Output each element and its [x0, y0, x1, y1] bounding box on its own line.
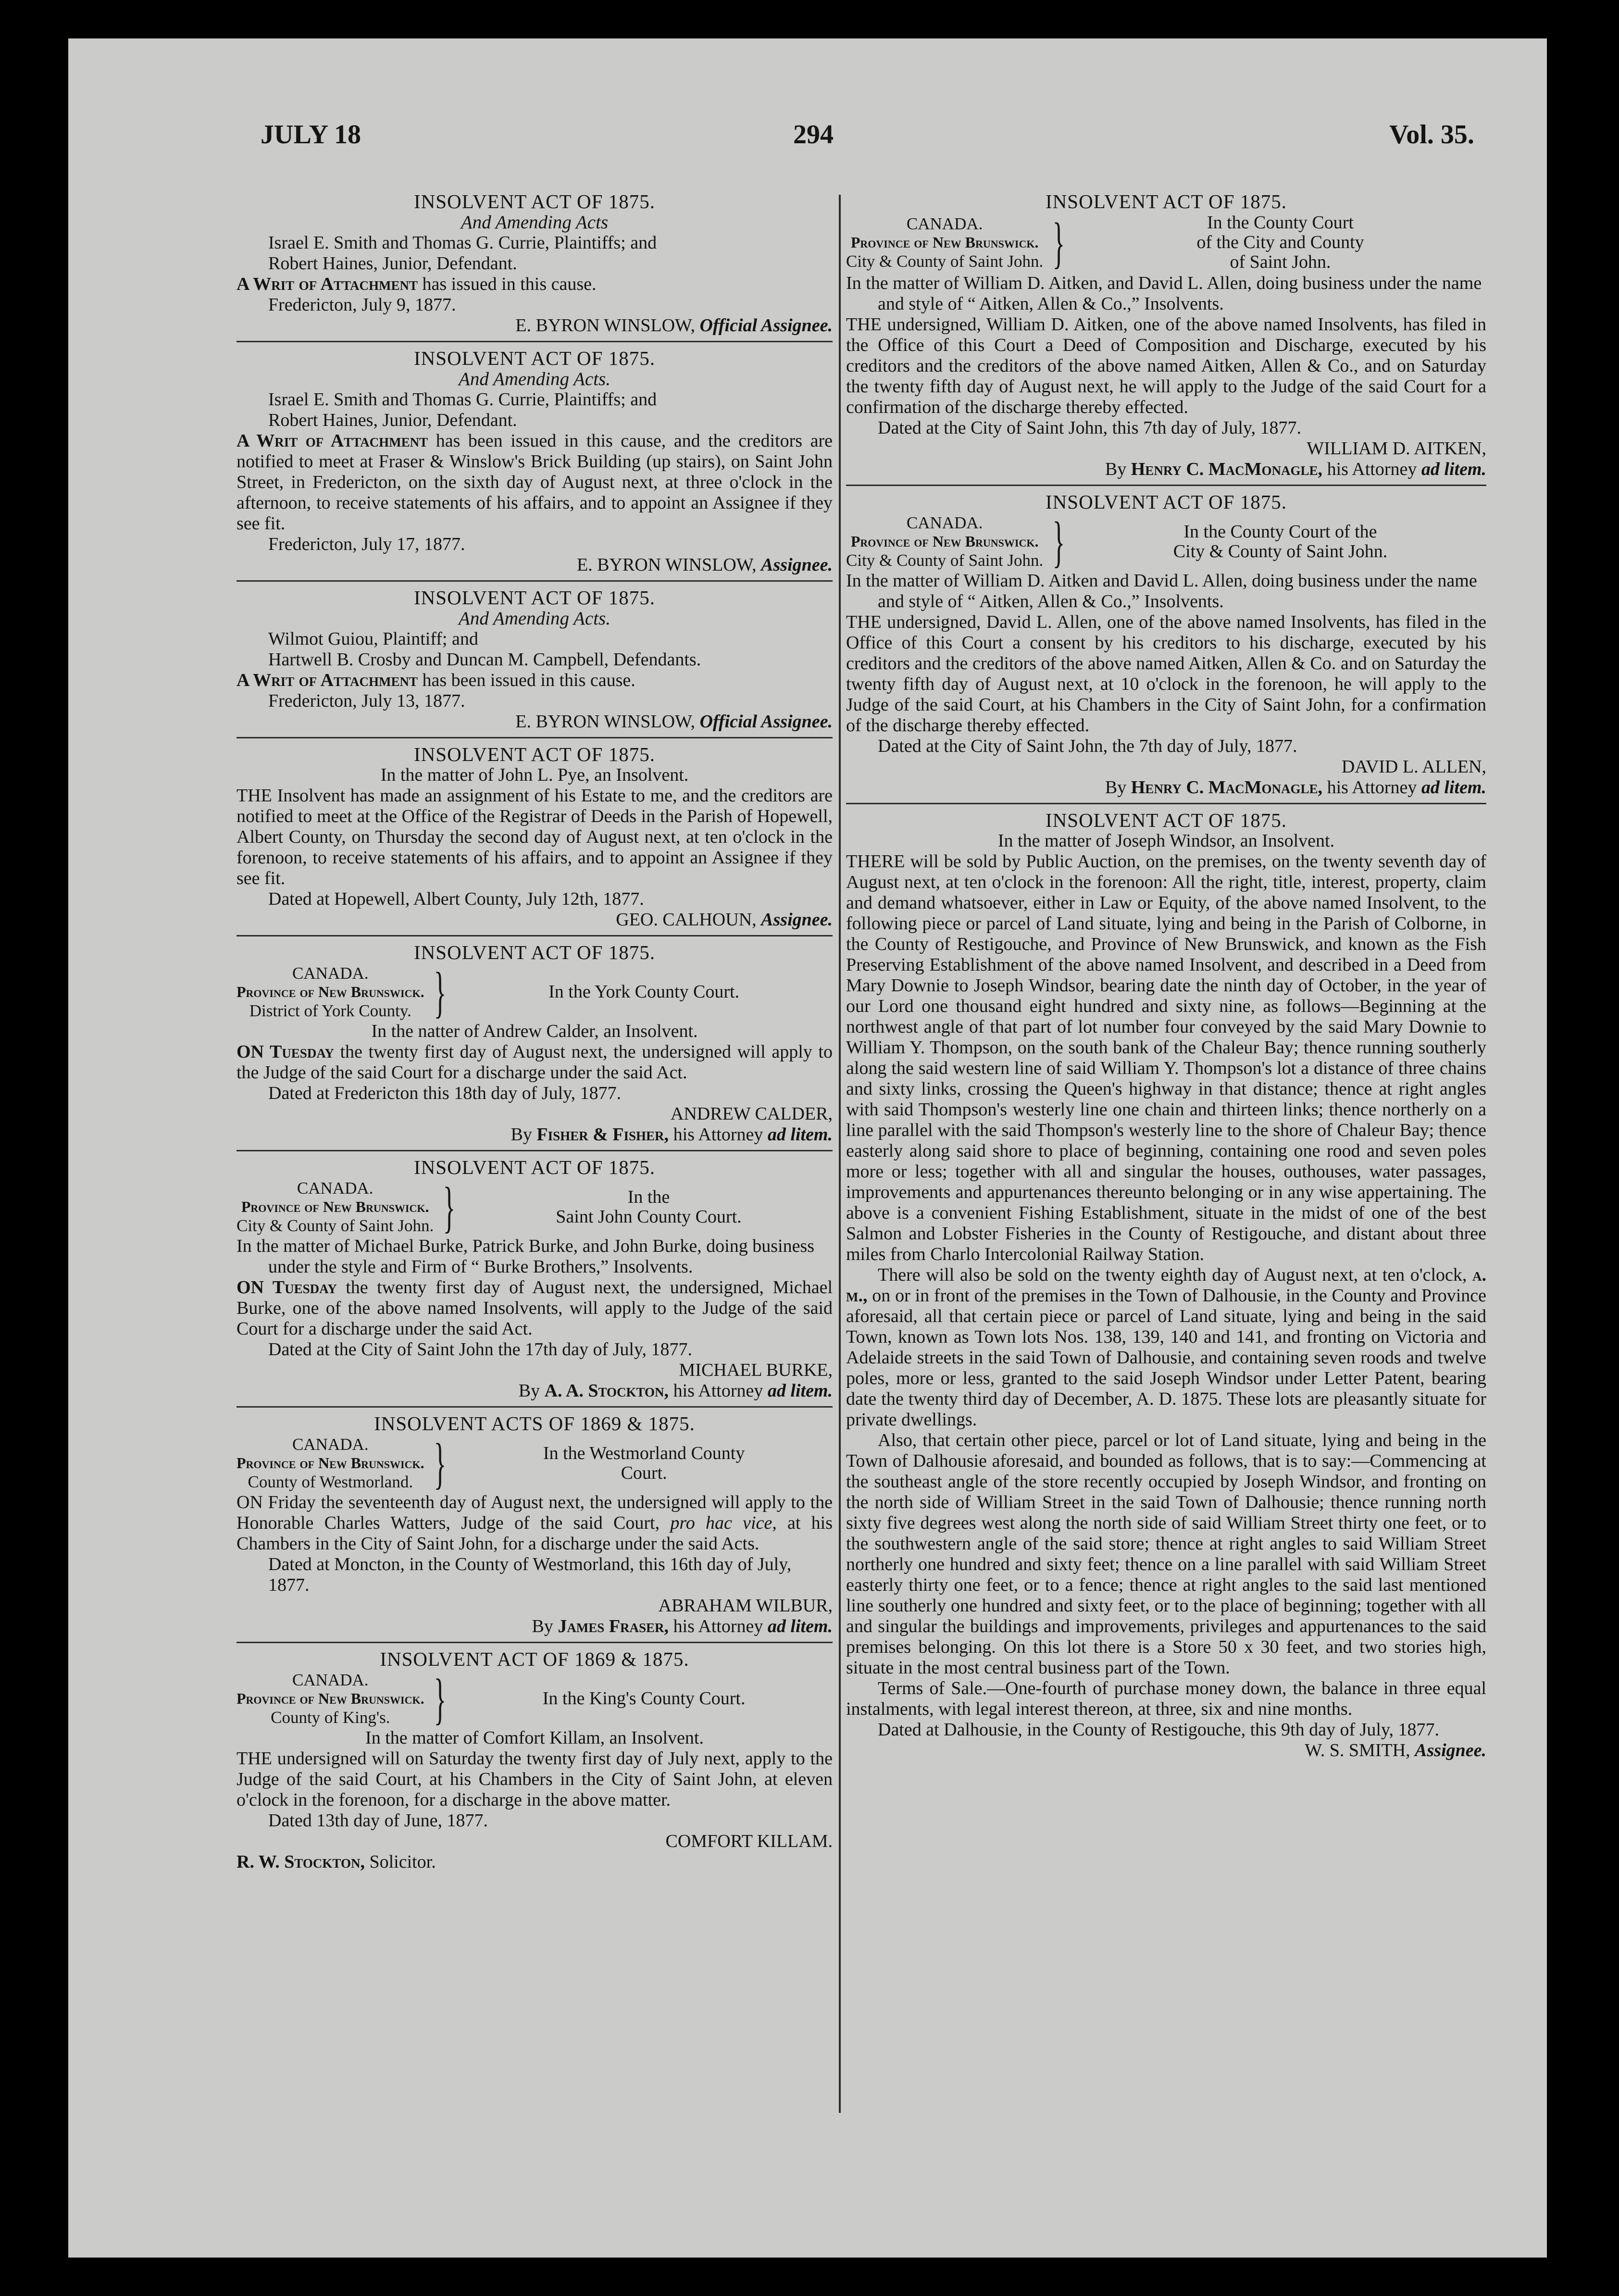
writ-text: has been issued in this cause. — [418, 670, 635, 690]
caption-province: Province of New Brunswick. — [850, 234, 1039, 251]
dateline: Dated 13th day of June, 1877. — [268, 1810, 488, 1831]
attorney-text: his Attorney — [669, 1616, 768, 1636]
caption-country: CANADA. — [292, 1435, 369, 1454]
matter-line: In the matter of Joseph Windsor, an Insolvent. — [997, 831, 1335, 851]
notice-windsor — [846, 810, 1486, 1761]
caption-jurisdiction — [846, 513, 1043, 570]
court-caption — [846, 213, 1486, 272]
attorney-text: his Attorney — [669, 1381, 768, 1401]
dateline: Dated at Dalhousie, in the County of Restigouche, this 9th day of July, 1877. — [878, 1720, 1439, 1740]
matter-line: In the natter of Andrew Calder, an Insolvent. — [371, 1021, 698, 1041]
attorney-latin: ad litem. — [1421, 777, 1486, 798]
notice-subtitle: And Amending Acts — [461, 212, 609, 233]
caption-province: Province of New Brunswick. — [850, 533, 1039, 550]
column-divider — [839, 195, 841, 2113]
notice-rule — [846, 485, 1486, 486]
attorney-lead: By — [511, 1124, 537, 1145]
notice-wilbur — [237, 1413, 833, 1643]
page-header — [68, 38, 1547, 163]
notice-rule — [237, 341, 833, 342]
notice-body: THE undersigned, David L. Allen, one of the above named Insolvents, has filed in the Office of this Court a consent by his creditors to his discharge, executed by his creditors and the creditors of the above named Aitken, Allen & Co. and on Saturday the twenty fifth day of August next, at 10 o'clock in the forenoon, he will apply to the Judge of the said Court, at his Chambers in the City of Saint John, for a confirmation of the discharge thereby effected. — [846, 612, 1486, 736]
matter-line: In the matter of William D. Aitken and David L. Allen, doing business under the name and style of “ Aitken, Allen & Co.,” Insolvents. — [846, 571, 1477, 611]
brace-icon: } — [443, 1175, 456, 1238]
notice-aitken — [846, 191, 1486, 486]
body-lead: ON Tuesday — [237, 1042, 334, 1062]
court-name — [455, 1444, 833, 1483]
court-caption — [237, 1175, 833, 1238]
notice-title: INSOLVENT ACT OF 1875. — [414, 586, 655, 609]
terms-of-sale: Terms of Sale.—One-fourth of purchase money down, the balance in three equal instalments, with legal interest thereon, at three, six and nine months. — [846, 1678, 1486, 1719]
latin-phrase: pro hac vice, — [670, 1513, 777, 1533]
attorney-name: Fisher & Fisher, — [536, 1124, 669, 1145]
notice-killam — [237, 1649, 833, 1872]
caption-district: City & County of Saint John. — [846, 551, 1044, 570]
court-name-line: In the — [627, 1186, 670, 1207]
notice-title: INSOLVENT ACT OF 1875. — [414, 743, 655, 765]
sale-paragraph: THERE will be sold by Public Auction, on the premises, on the twenty seventh day of August next, at ten o'clock in the forenoon: All the right, title, interest, property, claim and demand whatsoever, either in Law or Equity, of the above named Insolvent, to the following piece or parcel of Land situate, lying and being in the Parish of Colborne, in the County of Restigouche, and Province of New Brunswick, and known as the Fish Preserving Establishment of the above named Insolvent, and described in a Deed from Mary Downie to Joseph Windsor, bearing date the ninth day of October, in the year of our Lord one thousand eight hundred and sixty nine, as follows—Beginning at the northwest angle of that part of lot number four conveyed by the said Mary Downie to William Y. Thompson, on the south bank of the Chaleur Bay; thence running southerly along the said western line of said William Y. Thompson's lot a distance of three chains and sixty links, crossing the Queen's highway in that distance; thence at right angles with said Thompson's westerly line one chain and thirteen links; thence northerly on a line parallel with the said Thompson's westerly line to the shore of Chaleur Bay; thence easterly along said shore to place of beginning, containing one rood and seven poles more or less; together with all and singular the houses, outhouses, water passages, improvements and appurtenances thereunto belonging or in any wise appertaining. The above is a convenient Fishing Establishment, situate in the midst of one of the best Salmon and Lobster Fisheries in the County of Restigouche, and distant about three miles from Charlo Intercolonial Railway Station. — [846, 851, 1486, 1264]
caption-district: District of York County. — [249, 1001, 411, 1020]
caption-province: Province of New Brunswick. — [237, 983, 424, 1000]
notice-body: ON Friday the seventeenth day of August next, the undersigned will apply to the Honorable Charles Watters, Judge of the said Court, — [237, 1492, 833, 1533]
page-number: 294 — [793, 120, 834, 150]
court-caption — [237, 960, 833, 1023]
volume-number: Vol. 35. — [1389, 120, 1474, 150]
dateline: Dated at Fredericton this 18th day of July, 1877. — [268, 1083, 622, 1103]
dateline: Fredericton, July 17, 1877. — [268, 534, 465, 554]
brace-icon: } — [434, 1667, 446, 1730]
attorney-name: A. A. Stockton, — [544, 1381, 669, 1401]
party-line: Israel E. Smith and Thomas G. Currie, Plaintiffs; and — [268, 233, 657, 253]
notice-body: the twenty first day of August next, the undersigned, Michael Burke, one of the above named Insolvents, will apply to the Judge of the said Court for a discharge under the said Act. — [237, 1277, 833, 1339]
brace-icon: } — [434, 1431, 446, 1495]
party-line: Israel E. Smith and Thomas G. Currie, Plaintiffs; and — [268, 389, 657, 410]
attorney-name: Henry C. MacMonagle, — [1131, 777, 1323, 798]
body-lead: ON Tuesday — [237, 1277, 337, 1298]
court-name-line: of Saint John. — [1230, 252, 1331, 272]
writ-lead: A Writ of Attachment — [237, 274, 418, 294]
caption-jurisdiction — [846, 214, 1043, 271]
attorney-text: his Attorney — [1322, 777, 1421, 798]
court-caption — [846, 510, 1486, 573]
court-name: In the King's County Court. — [542, 1688, 746, 1709]
notice-title: INSOLVENT ACT OF 1875. — [1046, 191, 1287, 212]
notice-body: THE Insolvent has made an assignment of his Estate to me, and the creditors are notified to meet at the Office of the Registrar of Deeds in the Parish of Hopewell, Albert County, on Thursday the second day of August next, at ten o'clock in the forenoon, to receive statements of his affairs, and to appoint an Assignee if they see fit. — [237, 786, 833, 888]
attorney-lead: By — [1105, 777, 1131, 798]
signature: MICHAEL BURKE, — [679, 1360, 833, 1380]
matter-line: In the matter of Michael Burke, Patrick Burke, and John Burke, doing business under the style and Firm of “ Burke Brothers,” Insolvents. — [237, 1236, 815, 1277]
sale-paragraph: Also, that certain other piece, parcel or lot of Land situate, lying and being in the Town of Dalhousie aforesaid, and bounded as follows, that is to say:—Commencing at the southeast angle of the store recently occupied by Joseph Windsor, and fronting on the north side of William Street in the said Town of Dalhousie; thence running north sixty five degrees west along the north side of said William Street thirty one feet, or to the southwestern angle of the said store; thence at right angles to said William Street northerly one hundred and sixty feet; thence on a line parallel with said William Street easterly thirty one feet, or to a fence; thence at right angles to the said last mentioned line southerly one hundred and sixty feet, or to the place of beginning; together with all and singular the buildings and improvements, privileges and appurtenances to the said premises belonging. On this lot there is a Store 50 x 30 feet, and two stories high, situate in the most central business part of the Town. — [846, 1430, 1486, 1678]
court-name-line: Court. — [621, 1462, 667, 1483]
signature: ABRAHAM WILBUR, — [658, 1596, 833, 1616]
notice-title: INSOLVENT ACT OF 1875. — [414, 1156, 655, 1178]
caption-jurisdiction — [237, 1435, 424, 1491]
attorney-latin: ad litem. — [767, 1124, 833, 1145]
notice-title: INSOLVENT ACT OF 1875. — [1046, 491, 1287, 513]
attorney-name: Henry C. MacMonagle, — [1131, 459, 1323, 479]
court-name: In the York County Court. — [548, 982, 740, 1002]
notice-rule — [237, 1150, 833, 1151]
signature: DAVID L. ALLEN, — [1341, 757, 1486, 777]
caption-province: Province of New Brunswick. — [237, 1690, 424, 1707]
court-name — [1074, 213, 1486, 272]
attorney-text: his Attorney — [1322, 459, 1421, 479]
signature: GEO. CALHOUN, — [616, 910, 757, 930]
signature: E. BYRON WINSLOW, — [515, 711, 695, 732]
header-date: JULY 18 — [261, 120, 361, 150]
notice-rule — [237, 935, 833, 936]
attorney-lead: By — [1105, 459, 1131, 479]
signature: E. BYRON WINSLOW, — [515, 315, 695, 336]
court-name — [1074, 522, 1486, 562]
caption-jurisdiction — [237, 964, 424, 1020]
notice-allen — [846, 492, 1486, 804]
signature-role: Official Assignee. — [699, 315, 833, 336]
party-line: Robert Haines, Junior, Defendant. — [268, 253, 517, 274]
caption-country: CANADA. — [297, 1179, 374, 1198]
writ-lead: A Writ of Attachment — [237, 431, 428, 451]
attorney-latin: ad litem. — [767, 1616, 833, 1636]
right-column — [846, 191, 1486, 2238]
party-line: Wilmot Guiou, Plaintiff; and — [268, 629, 478, 649]
caption-district: City & County of Saint John. — [846, 252, 1044, 271]
notice-title: INSOLVENT ACT OF 1875. — [414, 941, 655, 963]
party-line: Hartwell B. Crosby and Duncan M. Campbell, Defendants. — [268, 649, 701, 670]
caption-country: CANADA. — [906, 214, 983, 233]
notice-rule — [237, 737, 833, 738]
dateline: Dated at Hopewell, Albert County, July 12th, 1877. — [268, 889, 644, 909]
newspaper-page — [68, 38, 1547, 2258]
signature: WILLIAM D. AITKEN, — [1307, 438, 1486, 459]
solicitor-role: Solicitor. — [364, 1852, 436, 1872]
notice-subtitle: And Amending Acts. — [459, 369, 610, 389]
court-name-line: In the County Court of the — [1183, 521, 1377, 542]
caption-district: County of King's. — [271, 1708, 390, 1727]
signature-role: Assignee. — [761, 910, 833, 930]
notice-rule — [846, 803, 1486, 804]
notice-title: INSOLVENT ACT OF 1875. — [414, 347, 655, 369]
party-line: Robert Haines, Junior, Defendant. — [268, 410, 517, 430]
notice-title: INSOLVENT ACT OF 1875. — [414, 191, 655, 212]
caption-country: CANADA. — [292, 1671, 369, 1689]
writ-text: has issued in this cause. — [418, 274, 597, 294]
attorney-latin: ad litem. — [1421, 459, 1486, 479]
court-name-line: In the Westmorland County — [543, 1443, 745, 1463]
notice-title: INSOLVENT ACT OF 1875. — [1046, 809, 1287, 831]
notice-pye — [237, 744, 833, 936]
matter-line: In the matter of William D. Aitken, and David L. Allen, doing business under the name and style of “ Aitken, Allen & Co.,” Insolvents. — [846, 273, 1482, 314]
left-column — [237, 191, 833, 2238]
notice-writ-smith-1 — [237, 191, 833, 342]
dateline: Fredericton, July 13, 1877. — [268, 691, 465, 711]
attorney-latin: ad litem. — [767, 1381, 833, 1401]
signature: W. S. SMITH, — [1305, 1740, 1410, 1760]
sale-paragraph: on or in front of the premises in the Town of Dalhousie, in the County and Province aforesaid, all that certain piece or parcel of Land situate, lying and being in the said Town, known as Town lots Nos. 138, 139, 140 and 141, and fronting on Victoria and Adelaide streets in the said Town of Dalhousie, and containing seven roods and twelve poles, more or less, granted to the said Joseph Windsor under Letter Patent, bearing date the twenty third day of December, A. D. 1875. These lots are pleasantly situate for private dwellings. — [846, 1285, 1486, 1430]
brace-icon: } — [1052, 211, 1065, 274]
signature: E. BYRON WINSLOW, — [576, 555, 757, 575]
caption-province: Province of New Brunswick. — [241, 1198, 429, 1215]
notice-subtitle: And Amending Acts. — [459, 608, 610, 629]
caption-country: CANADA. — [292, 964, 369, 983]
signature-role: Official Assignee. — [699, 711, 833, 732]
court-name-line: In the County Court — [1207, 212, 1354, 233]
sale-paragraph: There will also be sold on the twenty eighth day of August next, at ten o'clock, — [878, 1265, 1472, 1285]
court-name — [465, 1187, 833, 1227]
attorney-lead: By — [532, 1616, 558, 1636]
notice-title: INSOLVENT ACTS OF 1869 & 1875. — [374, 1412, 695, 1435]
dateline: Dated at the City of Saint John, the 7th day of July, 1877. — [878, 736, 1297, 756]
notice-rule — [237, 580, 833, 582]
court-name-line: City & County of Saint John. — [1173, 541, 1388, 562]
caption-province: Province of New Brunswick. — [237, 1454, 424, 1472]
caption-district: City & County of Saint John. — [237, 1216, 434, 1235]
notice-burke — [237, 1157, 833, 1408]
notice-body: the twenty first day of August next, the undersigned will apply to the Judge of the said Court for a discharge under the said Act. — [237, 1042, 833, 1083]
notice-title: INSOLVENT ACT OF 1869 & 1875. — [380, 1648, 689, 1670]
dateline: Dated at the City of Saint John the 17th day of July, 1877. — [268, 1339, 692, 1360]
notice-body: at his Chambers in the City of Saint John, for a discharge under the said Acts. — [237, 1513, 833, 1554]
court-caption — [237, 1667, 833, 1730]
attorney-lead: By — [518, 1381, 545, 1401]
notice-rule — [237, 1406, 833, 1408]
court-name-line: of the City and County — [1196, 232, 1364, 252]
writ-text: has been issued in this cause, and the creditors are notified to meet at Fraser & Winslow's Brick Building (up stairs), on Saint John Street, in Fredericton, on the sixth day of August next, at three o'clock in the afternoon, to receive statements of his affairs, and to appoint an Assignee if they see fit. — [237, 431, 833, 534]
attorney-text: his Attorney — [669, 1124, 768, 1145]
time-abbrev: a. m., — [846, 1265, 1486, 1306]
caption-district: County of Westmorland. — [248, 1472, 413, 1491]
signature: ANDREW CALDER, — [670, 1104, 833, 1124]
notice-body: THE undersigned will on Saturday the twenty first day of July next, apply to the Judge of the said Court, at his Chambers in the City of Saint John, at eleven o'clock in the forenoon, for a discharge in the above matter. — [237, 1748, 833, 1810]
notice-writ-smith-2 — [237, 348, 833, 582]
dateline: Dated at Moncton, in the County of Westmorland, this 16th day of July, 1877. — [268, 1554, 792, 1595]
solicitor-name: R. W. Stockton, — [237, 1852, 365, 1872]
notice-writ-guiou — [237, 587, 833, 738]
signature: COMFORT KILLAM. — [665, 1831, 833, 1851]
caption-jurisdiction — [237, 1671, 424, 1727]
dateline: Dated at the City of Saint John, this 7th day of July, 1877. — [878, 418, 1301, 438]
court-name-line: Saint John County Court. — [556, 1206, 742, 1227]
brace-icon: } — [434, 960, 446, 1023]
caption-jurisdiction — [237, 1179, 434, 1235]
writ-lead: A Writ of Attachment — [237, 670, 418, 690]
caption-country: CANADA. — [906, 513, 983, 532]
court-caption — [237, 1431, 833, 1495]
notice-body: THE undersigned, William D. Aitken, one of the above named Insolvents, has filed in the Office of this Court a Deed of Composition and Discharge, executed by his creditors and the creditors of the above named Aitken, Allen & Co., and on Saturday the twenty fifth day of August next, he will apply to the Judge of the said Court for a confirmation of the discharge thereby effected. — [846, 314, 1486, 417]
signature-role: Assignee. — [1415, 1740, 1486, 1760]
attorney-name: James Fraser, — [558, 1616, 669, 1636]
matter-line: In the matter of Comfort Killam, an Insolvent. — [365, 1728, 704, 1748]
notice-rule — [237, 1642, 833, 1643]
notice-calder — [237, 942, 833, 1151]
brace-icon: } — [1052, 510, 1065, 573]
signature-role: Assignee. — [761, 555, 833, 575]
dateline: Fredericton, July 9, 1877. — [268, 295, 456, 315]
matter-line: In the matter of John L. Pye, an Insolvent. — [380, 765, 689, 785]
